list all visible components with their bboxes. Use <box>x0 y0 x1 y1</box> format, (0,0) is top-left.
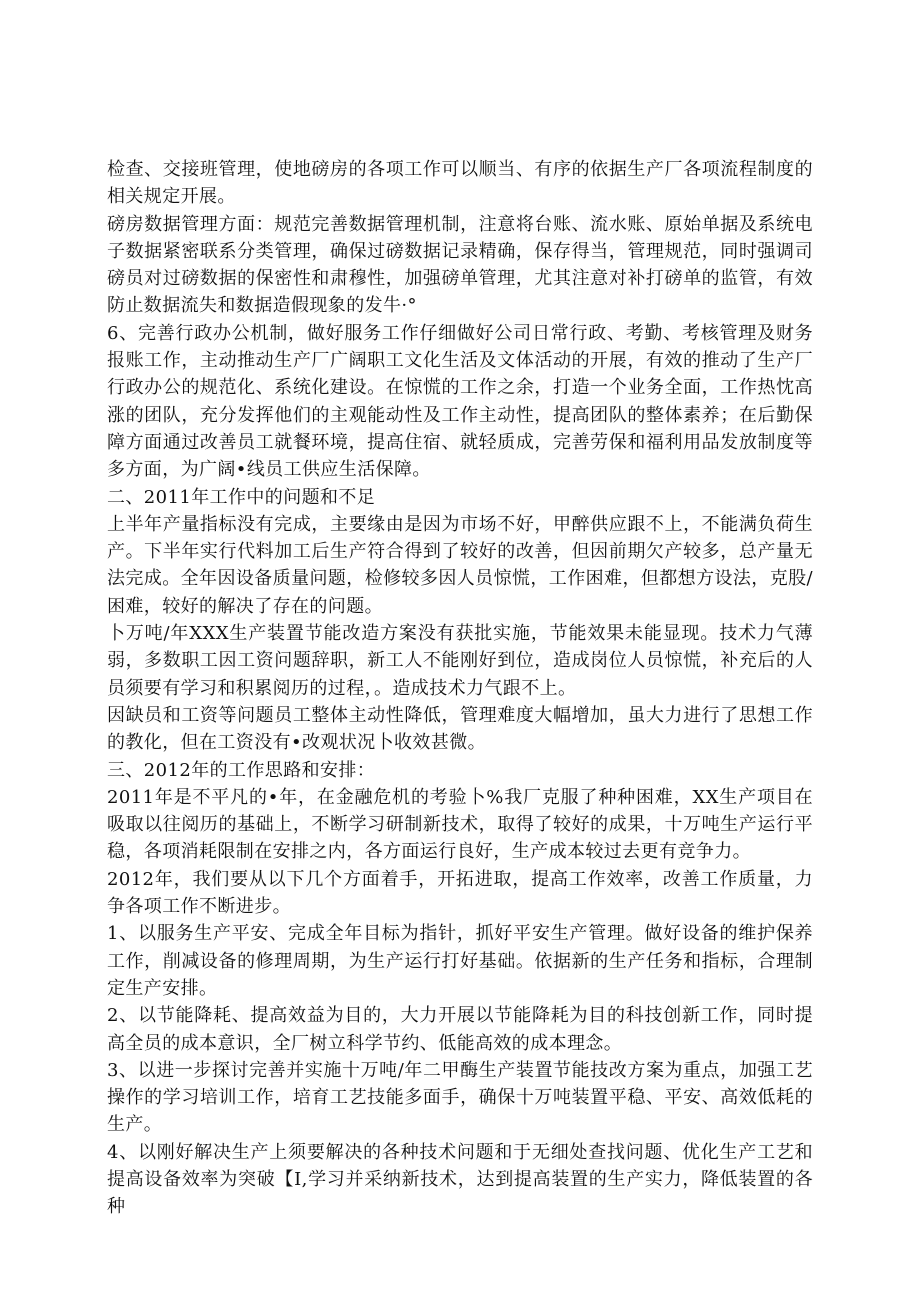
paragraph-output-target: 上半年产量指标没有完成，主要缘由是因为市场不好，甲醉供应跟不上，不能满负荷生产。下半年实行代料加工后生产符合得到了较好的改善，但因前期欠产较多，总产量无法完成。全年因设备质量问题，检修较多因人员惊慌，工作困难，但都想方设法，克股/困难，较好的解决了存在的问题。 <box>107 513 813 617</box>
section-heading-problems: 二、2011年工作中的问题和不足 <box>107 486 376 508</box>
paragraph-2012-goals: 2012年，我们要从以下几个方面着手，开拓进取，提高工作效率，改善工作质量，力争各项工作不断进步。 <box>107 868 813 918</box>
paragraph-energy-retrofit: 卜万吨/年XXX生产装置节能改造方案没有获批实施，节能效果未能显现。技术力气薄弱，多数职工因工资问题辞职，新工人不能刚好到位，造成岗位人员惊慌，补充后的人员须要有学习和积累阅历的过程，。造成技术力气跟不上。 <box>107 623 813 699</box>
section-heading-2012-plan: 三、2012年的工作思路和安排： <box>107 759 376 781</box>
list-item-1-safety: 1、以服务生产平安、完成全年目标为指针，抓好平安生产管理。做好设备的维护保养工作，削减设备的修理周期，为生产运行打好基础。依据新的生产任务和指标，合理制定生产安排。 <box>107 923 813 999</box>
list-item-4-technical-problems: 4、以刚好解决生产上须要解决的各种技术问题和于无细处查找问题、优化生产工艺和提高设备效率为突破【I,学习并采纳新技术，达到提高装置的生产实力，降低装置的各种 <box>107 1141 813 1218</box>
paragraph-staff-motivation: 因缺员和工资等问题员工整体主动性降低，管理难度大幅增加，虽大力进行了思想工作的教化，但在工资没有•改观状况卜收效甚微。 <box>107 704 813 754</box>
list-item-3-retrofit-training: 3、以进一步探讨完善并实施十万吨/年二甲酶生产装置节能技改方案为重点，加强工艺操作的学习培训工作，培育工艺技能多面手，确保十万吨装置平稳、平安、高效低耗的生产。 <box>107 1059 813 1136</box>
paragraph-weighbridge-data: 磅房数据管理方面：规范完善数据管理机制，注意将台账、流水账、原始单据及系统电子数据紧密联系分类管理，确保过磅数据记录精确，保存得当，管理规范，同时强调司磅员对过磅数据的保密性和肃穆性，加强磅单管理，尤其注意对补打磅单的监管，有效防止数据流失和数据造假现象的发牛·° <box>107 213 813 317</box>
document-body <box>107 156 813 1221</box>
list-item-2-energy-saving: 2、以节能降耗、提高效益为目的，大力开展以节能降耗为目的科技创新工作，同时提高全员的成本意识，全厂树立科学节约、低能高效的成本理念。 <box>107 1005 813 1054</box>
paragraph-2011-review: 2011年是不平凡的•年，在金融危机的考验卜%我厂克服了种种困难，XX生产项目在吸取以往阅历的基础上，不断学习研制新技术，取得了较好的成果，十万吨生产运行平稳，各项消耗限制在安排之内，各方面运行良好，生产成本较过去更有竞争力。 <box>107 786 813 863</box>
paragraph-admin-office: 6、完善行政办公机制，做好服务工作仔细做好公司日常行政、考勤、考核管理及财务报账工作，主动推动生产厂广阔职工文化生活及文体活动的开展，有效的推动了生产厂行政办公的规范化、系统化建设。在惊慌的工作之余，打造一个业务全面，工作热忱高涨的团队，充分发挥他们的主观能动性及工作主动性，提高团队的整体素养；在后勤保障方面通过改善员工就餐环境，提高住宿、就轻质成，完善劳保和福利用品发放制度等多方面，为广阔•线员工供应生活保障。 <box>107 322 813 481</box>
paragraph-shift-handover: 检查、交接班管理，使地磅房的各项工作可以顺当、有序的依据生产厂各项流程制度的相关规定开展。 <box>107 159 813 208</box>
